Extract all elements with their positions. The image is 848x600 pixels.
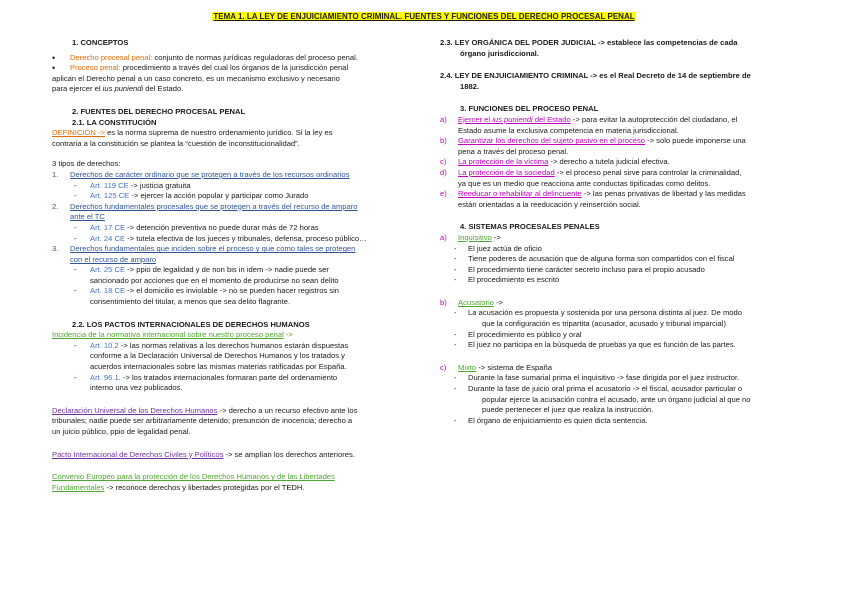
list-item: b) Garantizar los derechos del sujeto pasivo en el proceso -> solo puede imponerse una — [440, 136, 746, 146]
bullet-icon: • — [52, 63, 56, 74]
section-2-3-heading: 2.3. LEY ORGÁNICA DEL PODER JUDICIAL -> establece las competencias de cada — [440, 38, 738, 47]
definition-label: DEFINICIÓN -> — [52, 128, 105, 138]
section-2-heading: 2. FUENTES DEL DERECHO PROCESAL PENAL — [72, 106, 246, 116]
list-item: • Derecho procesal penal: conjunto de normas jurídicas reguladoras del proceso penal. — [52, 52, 358, 63]
link-proteccion-sociedad[interactable]: La protección de la sociedad — [458, 167, 555, 177]
link-mixto[interactable]: Mixto — [458, 362, 477, 372]
section-2-1-heading: 2.1. LA CONSTITUCIÓN — [72, 117, 157, 127]
document-title: TEMA 1. LA LEY DE ENJUICIAMIENTO CRIMINAL. FUENTES Y FUNCIONES DEL DERECHO PROCESAL PENAL — [213, 12, 635, 21]
list-item: 2. Derechos fundamentales procesales que se protegen a través del recurso de amparo — [52, 202, 412, 213]
list-item: • Proceso penal: procedimiento a través del cual los órganos de la jurisdicción penal — [52, 63, 349, 74]
link-garantizar-derechos[interactable]: Garantizar los derechos del sujeto pasivo en el proceso — [458, 136, 645, 146]
list-item: c) Mixto -> sistema de España — [440, 362, 552, 372]
section-2-4-heading: 2.4. LEY DE ENJUICIAMIENTO CRIMINAL -> es el Real Decreto de 14 de septiembre de — [440, 71, 751, 81]
list-item: a) Inquisitivo -> — [440, 232, 501, 242]
link-derechos-fundamentales-procesales[interactable]: Derechos fundamentales procesales que se protegen a través del recurso de amparo — [70, 201, 358, 211]
link-acusatorio[interactable]: Acusatorio — [458, 297, 494, 307]
list-item: c) La protección de la víctima -> derecho a tutela judicial efectiva. — [440, 157, 670, 167]
link-derechos-inciden-proceso[interactable]: Derechos fundamentales que inciden sobre el proceso y que como tales se protegen — [70, 244, 356, 254]
section-2-2-heading: 2.2. LOS PACTOS INTERNACIONALES DE DERECHOS HUMANOS — [72, 319, 310, 329]
list-item: e) Reeducar o rehabilitar al delincuente -> las penas privativas de libertad y las medidas — [440, 189, 746, 199]
list-item: 1. Derechos de carácter ordinario que se protegen a través de los recursos ordinarios — [52, 170, 412, 181]
link-pidcp[interactable]: Pacto Internacional de Derechos Civiles y Políticos — [52, 449, 224, 459]
left-column: 1. CONCEPTOS • Derecho procesal penal: conjunto de normas jurídicas reguladoras del proceso penal. • Proceso penal: procedimiento a través del cual los órganos de la jurisdicción penal aplican el Derecho penal a un caso concreto, es un mecanismo exclusivo y necesario para ejercer el ius puniendi del Estado. 2. FUENTES DEL DERECHO PROCESAL PENAL 2.1. LA CONSTITUCIÓN DEFINICIÓN -> es la norma suprema de nuestro ordenamiento jurídico. Si la ley es contraria a la constitución se plantea la “cuestión de inconstitucionalidad”. 3 tipos de derechos: 1. Derechos de carácter ordinario que se protegen a través de los recursos ordinarios - Art. 119 CE -> justicia gratuita - Art. 125 CE -> ejercer la acción popular y participar como Jurado 2. Derechos fundamentales procesales que se protegen a través del recurso de amparo ante el TC - Art. 17 CE -> detención preventiva no puede durar más de 72 horas - Art. 24 CE -> tutela efectiva de los jueces y tribunales, defensa, proceso público… 3. Derechos fundamentales que inciden sobre el proceso y que como tales se protegen con el recurso de amparo - Art. 25 CE -> ppio de legalidad y de non bis in idem -> nadie puede ser sancionado por acciones que en el momento de producirse no sean delito - Art. 18 CE -> el domicilio es inviolable -> no se pueden hacer registros sin consentimiento del titular, a menos que sea delito flagrante. 2.2. LOS PACTOS INTERNACIONALES DE DERECHOS HUMANOS Incidencia de la normativa internacional sobre nuestro proceso penal -> - Art. 10.2 -> las normas relativas a los derechos humanos estarán dispuestas conforme a la Declaración Universal de Derechos Humanos y los tratados y acuerdos internacionales sobre las mismas materias ratificadas por España. - Art. 96.1. -> los tratados internacionales formaran parte del ordenamiento interno una vez publicados. Declaración Universal de los Derechos Humanos -> derecho a un recurso efectivo ante los tribunales; nadie puede ser arbitrariamente detenido; presunción de inocencia; derecho a un juicio público, ppio de legalidad penal. Pacto Internacional de Derechos Civiles y Políticos -> se amplían los derechos anteriores. Convenio Europeo para la protección de los Derechos Humanos y de las Libertades Fundamentales -> reconoce derechos y libertades protegidas por el TEDH. — [52, 38, 412, 493]
list-item: d) La protección de la sociedad -> el proceso penal sirve para controlar la criminalidad, — [440, 167, 742, 177]
section-3-heading: 3. FUNCIONES DEL PROCESO PENAL — [460, 104, 599, 114]
section-1-heading: 1. CONCEPTOS — [72, 38, 129, 47]
right-column: 2.3. LEY ORGÁNICA DEL PODER JUDICIAL -> establece las competencias de cada órgano jurisdiccional. 2.4. LEY DE ENJUICIAMIENTO CRIMINAL -> es el Real Decreto de 14 de septiembre de 1882. 3. FUNCIONES DEL PROCESO PENAL a) Ejercer el ius puniendi del Estado -> para evitar la autoprotección del ciudadano, el Estado asume la exclusiva competencia en materia jurisdiccional. b) Garantizar los derechos del sujeto pasivo en el proceso -> solo puede imponerse una pena a través del proceso penal. c) La protección de la víctima -> derecho a tutela judicial efectiva. d) La protección de la sociedad -> el proceso penal sirve para controlar la criminalidad, ya que es un medio que reacciona ante conductas tipificadas como delitos. e) Reeducar o rehabilitar al delincuente -> las penas privativas de libertad y las medidas están orientadas a la reeducación y reinserción social. 4. SISTEMAS PROCESALES PENALES a) Inquisitivo -> - El juez actúa de oficio - Tiene poderes de acusación que de alguna forma son compartidos con el fiscal - El procedimiento tiene carácter secreto incluso para el propio acusado - El procedimiento es escrito b) Acusatorio -> - La acusación es propuesta y sostenida por una persona distinta al juez. De modo que la configuración es tripartita (acusador, acusado y tribunal imparcial) - El procedimiento es público y oral - El juez no participa en la búsqueda de pruebas ya que es función de las partes. c) Mixto -> sistema de España - Durante la fase sumarial prima el inquisitivo -> fase dirigida por el juez instructor. - Durante la fase de juicio oral prima el acusatorio -> el fiscal, acusador particular o popular ejerce la acusación contra el acusado, ante un órgano judicial al que no puede pertenecer el juez que realiza la instrucción. - El órgano de enjuiciamiento es quien dicta sentencia. — [440, 38, 802, 426]
link-ius-puniendi[interactable]: Ejercer el ius puniendi del Estado — [458, 114, 571, 124]
link-proteccion-victima[interactable]: La protección de la víctima — [458, 157, 549, 167]
bullet-icon: • — [52, 52, 56, 63]
link-derechos-ordinarios[interactable]: Derechos de carácter ordinario que se protegen a través de los recursos ordinarios — [70, 169, 350, 179]
list-item: 3. Derechos fundamentales que inciden sobre el proceso y que como tales se protegen — [52, 244, 412, 255]
section-4-heading: 4. SISTEMAS PROCESALES PENALES — [460, 222, 600, 232]
link-normativa-internacional[interactable]: Incidencia de la normativa internacional sobre nuestro proceso penal — [52, 330, 284, 340]
link-inquisitivo[interactable]: Inquisitivo — [458, 232, 492, 242]
link-reeducar[interactable]: Reeducar o rehabilitar al delincuente — [458, 189, 582, 199]
link-ceddh[interactable]: Convenio Europeo para la protección de los Derechos Humanos y de las Libertades — [52, 472, 335, 482]
list-item: a) Ejercer el ius puniendi del Estado -> para evitar la autoprotección del ciudadano, el — [440, 114, 738, 124]
link-dudh[interactable]: Declaración Universal de los Derechos Humanos — [52, 405, 218, 415]
list-item: b) Acusatorio -> — [440, 297, 503, 307]
